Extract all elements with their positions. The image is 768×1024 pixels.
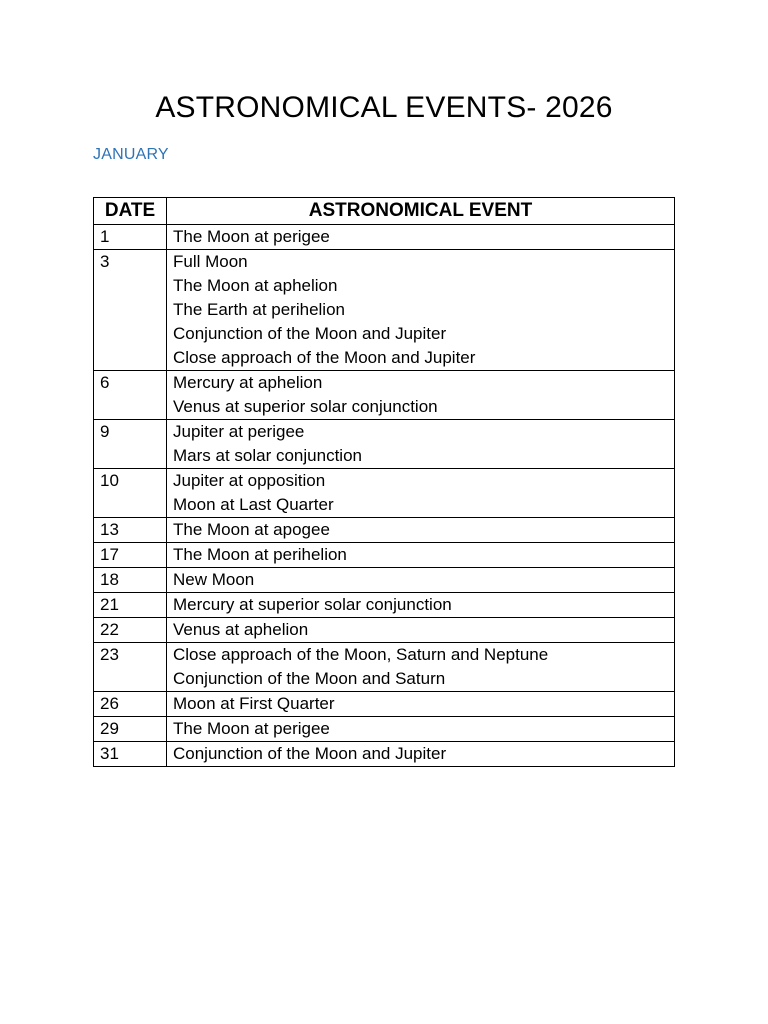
- event-text: Mercury at aphelion: [173, 373, 323, 392]
- event-column-header: ASTRONOMICAL EVENT: [167, 198, 675, 225]
- event-text: Conjunction of the Moon and Jupiter: [173, 324, 447, 343]
- event-text: Mercury at superior solar conjunction: [173, 595, 452, 614]
- table-body: [94, 225, 675, 767]
- event-text: The Moon at perigee: [173, 719, 330, 738]
- date-cell: 13: [94, 518, 167, 543]
- event-text: Jupiter at opposition: [173, 471, 326, 490]
- events-table: [93, 197, 675, 767]
- event-cell: [167, 643, 675, 692]
- event-text: New Moon: [173, 570, 255, 589]
- date-cell: 29: [94, 717, 167, 742]
- month-heading: JANUARY: [93, 146, 169, 163]
- event-text: Moon at Last Quarter: [173, 495, 334, 514]
- event-cell: [167, 225, 675, 250]
- event-cell: [167, 742, 675, 767]
- table-row: [94, 250, 675, 371]
- event-cell: [167, 717, 675, 742]
- date-cell: 17: [94, 543, 167, 568]
- event-cell: [167, 469, 675, 518]
- table-row: [94, 717, 675, 742]
- date-cell: 31: [94, 742, 167, 767]
- date-column-header: DATE: [94, 198, 167, 225]
- table-row: [94, 543, 675, 568]
- event-cell: [167, 593, 675, 618]
- table-row: [94, 593, 675, 618]
- event-text: The Moon at apogee: [173, 520, 330, 539]
- table-row: [94, 469, 675, 518]
- date-cell: 10: [94, 469, 167, 518]
- table-row: [94, 518, 675, 543]
- event-text: Venus at superior solar conjunction: [173, 397, 438, 416]
- event-cell: [167, 543, 675, 568]
- event-text: The Moon at perihelion: [173, 545, 347, 564]
- event-cell: [167, 692, 675, 717]
- table-row: [94, 742, 675, 767]
- event-cell: [167, 618, 675, 643]
- event-text: Venus at aphelion: [173, 620, 309, 639]
- table-row: [94, 618, 675, 643]
- event-text: Conjunction of the Moon and Saturn: [173, 669, 446, 688]
- event-text: The Moon at perigee: [173, 227, 330, 246]
- event-text: Close approach of the Moon and Jupiter: [173, 348, 476, 367]
- event-cell: [167, 250, 675, 371]
- date-cell: 18: [94, 568, 167, 593]
- event-text: Close approach of the Moon, Saturn and Neptune: [173, 645, 549, 664]
- event-text: Full Moon: [173, 252, 248, 271]
- table-row: [94, 225, 675, 250]
- event-text: The Earth at perihelion: [173, 300, 345, 319]
- table-row: [94, 692, 675, 717]
- date-cell: 9: [94, 420, 167, 469]
- date-cell: 22: [94, 618, 167, 643]
- date-cell: 21: [94, 593, 167, 618]
- date-cell: 1: [94, 225, 167, 250]
- event-cell: [167, 518, 675, 543]
- table-row: [94, 420, 675, 469]
- date-cell: 3: [94, 250, 167, 371]
- event-text: Conjunction of the Moon and Jupiter: [173, 744, 447, 763]
- table-row: [94, 371, 675, 420]
- page-title: ASTRONOMICAL EVENTS- 2026: [155, 91, 613, 124]
- event-text: Jupiter at perigee: [173, 422, 305, 441]
- event-text: Moon at First Quarter: [173, 694, 335, 713]
- date-cell: 26: [94, 692, 167, 717]
- table-header-row: [94, 198, 675, 225]
- date-cell: 6: [94, 371, 167, 420]
- event-text: The Moon at aphelion: [173, 276, 338, 295]
- event-cell: [167, 568, 675, 593]
- date-cell: 23: [94, 643, 167, 692]
- event-cell: [167, 420, 675, 469]
- event-text: Mars at solar conjunction: [173, 446, 362, 465]
- table-row: [94, 568, 675, 593]
- event-cell: [167, 371, 675, 420]
- table-row: [94, 643, 675, 692]
